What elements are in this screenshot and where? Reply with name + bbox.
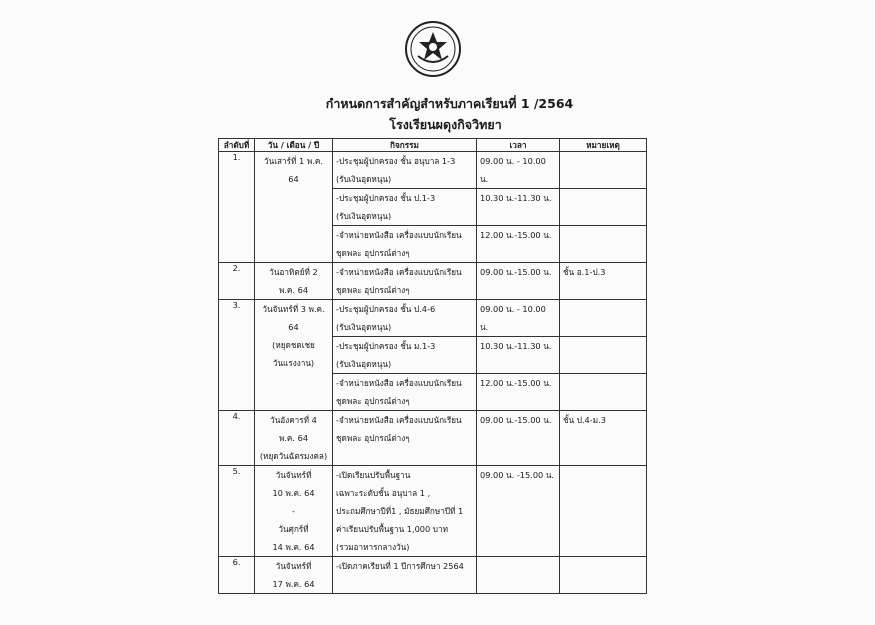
remark-cell [560,374,647,411]
school-emblem-icon [404,20,462,78]
activity-cell [333,337,477,374]
activity-cell [333,557,477,594]
activity-line: เฉพาะระดับชั้น อนุบาล 1 , [336,488,431,498]
remark-cell [560,300,647,337]
date-cell [255,411,333,466]
activity-line: -ประชุมผู้ปกครอง ชั้น อนุบาล 1-3 [336,156,456,166]
school-name: โรงเรียนผดุงกิจวิทยา [389,117,502,132]
time-cell: 09.00 น. -15.00 น. [477,466,560,557]
date-line: (หยุดชดเชย [272,340,315,350]
column-header-remark: หมายเหตุ [560,139,647,152]
activity-line: -เปิดภาคเรียนที่ 1 ปีการศึกษา 2564 [336,561,464,571]
time-cell [477,557,560,594]
activity-line: (รับเงินอุดหนุน) [336,359,392,369]
activity-cell [333,226,477,263]
date-cell [255,263,333,300]
activity-line: -จำหน่ายหนังสือ เครื่องแบบนักเรียน [336,415,462,425]
date-cell [255,466,333,557]
date-line: วันอาทิตย์ที่ 2 [269,267,318,277]
remark-cell [560,337,647,374]
remark-cell: ชั้น ป.4-ม.3 [560,411,647,466]
row-number-cell: 5. [219,466,255,557]
table-row [219,263,647,300]
date-line: 14 พ.ค. 64 [272,542,315,552]
activity-line: -จำหน่ายหนังสือ เครื่องแบบนักเรียน [336,230,462,240]
activity-line: -ประชุมผู้ปกครอง ชั้น ป.4-6 [336,304,436,314]
time-cell: 09.00 น. - 10.00 น. [477,300,560,337]
remark-cell [560,189,647,226]
activity-line: (รับเงินอุดหนุน) [336,211,392,221]
time-cell: 09.00 น. - 10.00 น. [477,152,560,189]
activity-line: -จำหน่ายหนังสือ เครื่องแบบนักเรียน [336,267,462,277]
activity-line: ชุดพละ อุปกรณ์ต่างๆ [336,396,410,406]
time-cell: 12.00 น.-15.00 น. [477,226,560,263]
date-line: 17 พ.ค. 64 [272,579,315,589]
date-line: วันจันทร์ที่ [275,561,312,571]
row-number-cell: 2. [219,263,255,300]
activity-line: (รับเงินอุดหนุน) [336,322,392,332]
remark-cell [560,226,647,263]
activity-cell [333,466,477,557]
activity-line: (รวมอาหารกลางวัน) [336,542,410,552]
date-line: พ.ค. 64 [278,433,309,443]
table-header-row [219,139,647,152]
activity-cell [333,152,477,189]
date-line: วันศุกร์ที่ [278,524,309,534]
date-line: วันอังคารที่ 4 [270,415,317,425]
date-line: (หยุดวันฉัตรมงคล) [259,451,328,461]
schedule-body [219,152,647,594]
activity-line: (รับเงินอุดหนุน) [336,174,392,184]
table-row [219,466,647,557]
activity-cell [333,411,477,466]
date-line: วันจันทร์ที่ [275,470,312,480]
activity-line: -ประชุมผู้ปกครอง ชั้น ป.1-3 [336,193,436,203]
time-cell: 09.00 น.-15.00 น. [477,411,560,466]
remark-cell [560,466,647,557]
time-cell: 12.00 น.-15.00 น. [477,374,560,411]
row-number-cell: 3. [219,300,255,411]
remark-cell [560,557,647,594]
column-header-date: วัน / เดือน / ปี [255,139,333,152]
activity-cell [333,300,477,337]
time-cell: 10.30 น.-11.30 น. [477,189,560,226]
date-line: วันเสาร์ที่ 1 พ.ค. [264,156,323,166]
activity-line: -เปิดเรียนปรับพื้นฐาน [336,470,411,480]
document-title: กำหนดการสำคัญสำหรับภาคเรียนที่ 1 /2564 [325,96,574,111]
activity-cell [333,374,477,411]
table-row [219,411,647,466]
time-cell: 09.00 น.-15.00 น. [477,263,560,300]
date-line: วันแรงงาน) [272,358,315,368]
remark-cell [560,152,647,189]
activity-line: ประถมศึกษาปีที่1 , มัธยมศึกษาปีที่ 1 [336,506,464,516]
column-header-number: ลำดับที่ [219,139,255,152]
activity-line: ค่าเรียนปรับพื้นฐาน 1,000 บาท [336,524,448,534]
date-line: - [292,506,295,516]
date-line: พ.ค. 64 [278,285,309,295]
row-number-cell: 1. [219,152,255,263]
schedule-table [218,138,647,594]
activity-cell [333,189,477,226]
row-number-cell: 6. [219,557,255,594]
date-line: วันจันทร์ที่ 3 พ.ค. [262,304,325,314]
activity-cell [333,263,477,300]
activity-line: -จำหน่ายหนังสือ เครื่องแบบนักเรียน [336,378,462,388]
remark-cell: ชั้น อ.1-ป.3 [560,263,647,300]
activity-line: -ประชุมผู้ปกครอง ชั้น ม.1-3 [336,341,436,351]
column-header-time: เวลา [477,139,560,152]
table-row [219,300,647,337]
date-cell [255,300,333,411]
table-row [219,557,647,594]
row-number-cell: 4. [219,411,255,466]
activity-line: ชุดพละ อุปกรณ์ต่างๆ [336,248,410,258]
column-header-activity: กิจกรรม [333,139,477,152]
date-cell [255,152,333,263]
date-line: 64 [288,174,299,184]
date-line: 64 [288,322,299,332]
date-cell [255,557,333,594]
table-row [219,152,647,189]
activity-line: ชุดพละ อุปกรณ์ต่างๆ [336,285,410,295]
date-line: 10 พ.ค. 64 [272,488,315,498]
time-cell: 10.30 น.-11.30 น. [477,337,560,374]
activity-line: ชุดพละ อุปกรณ์ต่างๆ [336,433,410,443]
